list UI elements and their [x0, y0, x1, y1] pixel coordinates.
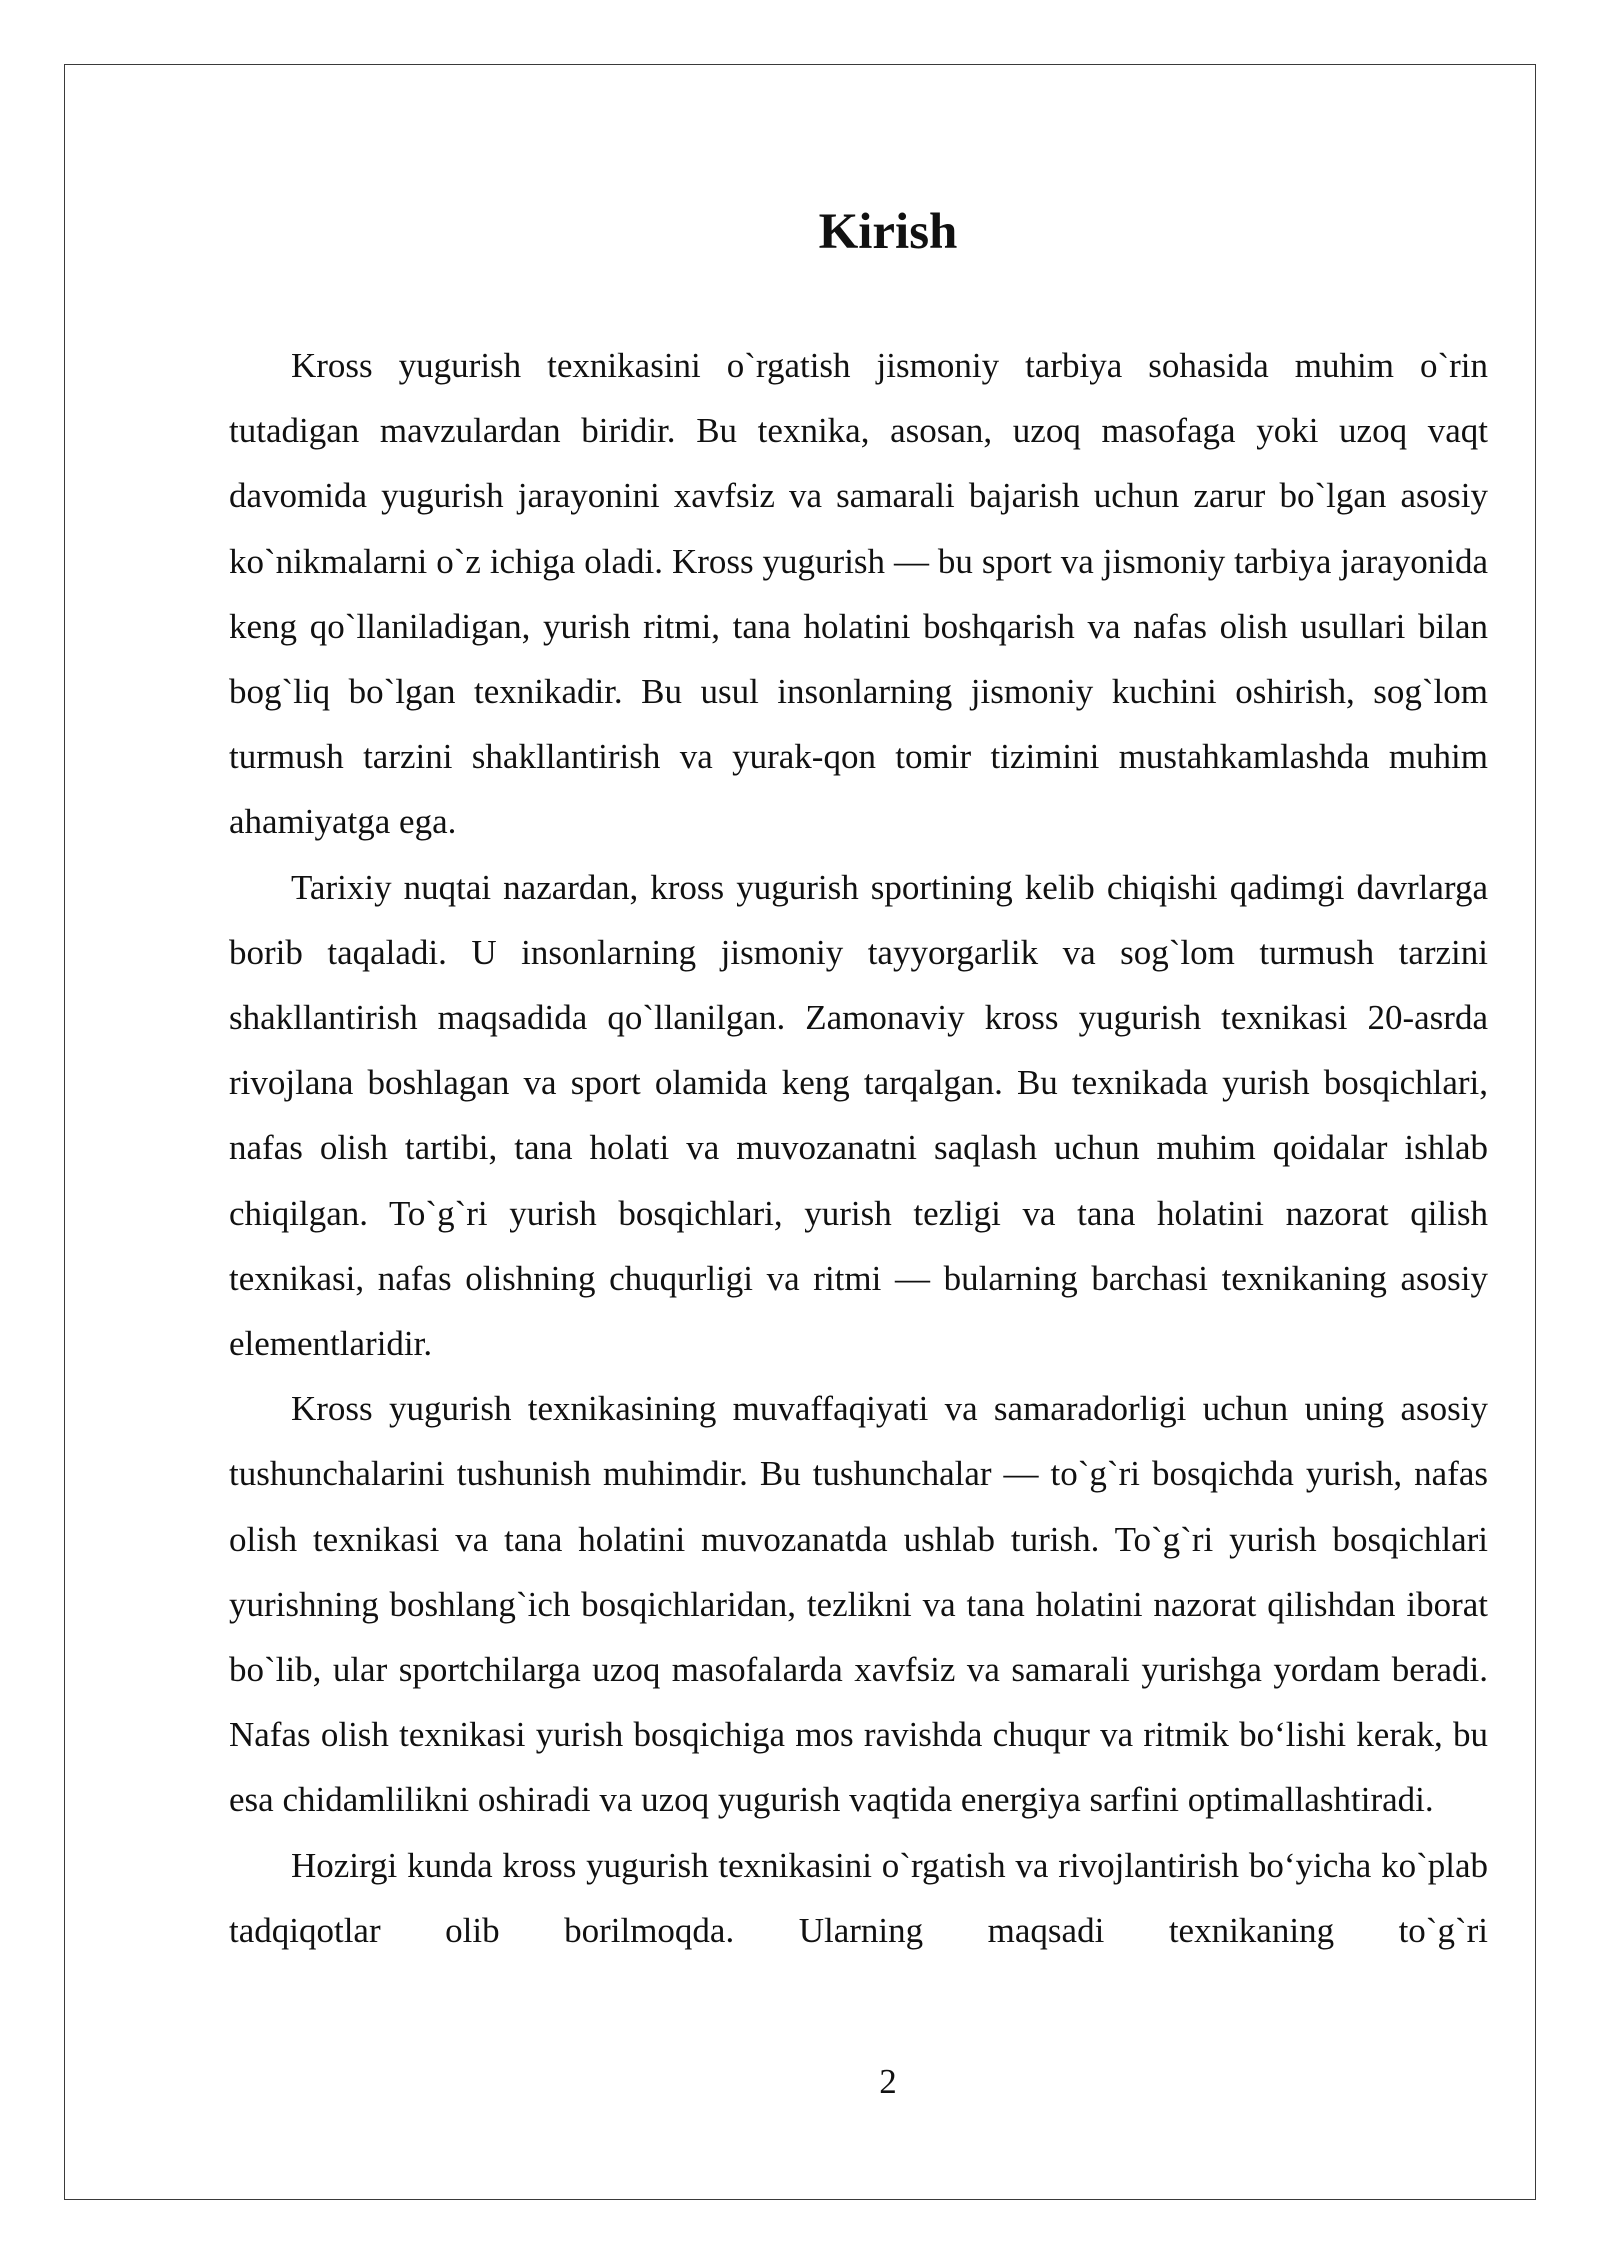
paragraph-4: Hozirgi kunda kross yugurish texnikasini o`rgatish va rivojlantirish bo‘yicha ko`plab tadqiqotlar olib borilmoqda. Ularning maqsadi texnikaning to`g`ri: [229, 1845, 1488, 1950]
page-title: Kirish: [818, 204, 958, 260]
paragraph-3: Kross yugurish texnikasining muvaffaqiyati va samaradorligi uchun uning asosiy tushunchalarini tushunish muhimdir. Bu tushunchalar — to`g`ri bosqichda yurish, nafas olish texnikasi va tana holatini muvozanatda ushlab turish. To`g`ri yurish bosqichlari yurishning boshlang`ich bosqichlaridan, tezlikni va tana holatini nazorat qilishdan iborat bo`lib, ular sportchilarga uzoq masofalarda xavfsiz va samarali yurishga yordam beradi. Nafas olish texnikasi yurish bosqichiga mos ravishda chuqur va ritmik bo‘lishi kerak, bu esa chidamlilikni oshiradi va uzoq yugurish vaqtida energiya sarfini optimallashtiradi.: [229, 1389, 1488, 1820]
paragraph-2: Tarixiy nuqtai nazardan, kross yugurish sportining kelib chiqishi qadimgi davrlarga borib taqaladi. U insonlarning jismoniy tayyorgarlik va sog`lom turmush tarzini shakllantirish maqsadida qo`llanilgan. Zamonaviy kross yugurish texnikasi 20-asrda rivojlana boshlagan va sport olamida keng tarqalgan. Bu texnikada yurish bosqichlari, nafas olish tartibi, tana holati va muvozanatni saqlash uchun muhim qoidalar ishlab chiqilgan. To`g`ri yurish bosqichlari, yurish tezligi va tana holatini nazorat qilish texnikasi, nafas olishning chuqurligi va ritmi — bularning barchasi texnikaning asosiy elementlaridir.: [229, 867, 1488, 1364]
page-number: 2: [879, 2062, 897, 2101]
paragraph-1: Kross yugurish texnikasini o`rgatish jismoniy tarbiya sohasida muhim o`rin tutadigan mavzulardan biridir. Bu texnika, asosan, uzoq masofaga yoki uzoq vaqt davomida yugurish jarayonini xavfsiz va samarali bajarish uchun zarur bo`lgan asosiy ko`nikmalarni o`z ichiga oladi. Kross yugurish — bu sport va jismoniy tarbiya jarayonida keng qo`llaniladigan, yurish ritmi, tana holatini boshqarish va nafas olish usullari bilan bog`liq bo`lgan texnikadir. Bu usul insonlarning jismoniy kuchini oshirish, sog`lom turmush tarzini shakllantirish va yurak-qon tomir tizimini mustahkamlashda muhim ahamiyatga ega.: [229, 346, 1488, 842]
document-body: [229, 333, 1488, 1963]
